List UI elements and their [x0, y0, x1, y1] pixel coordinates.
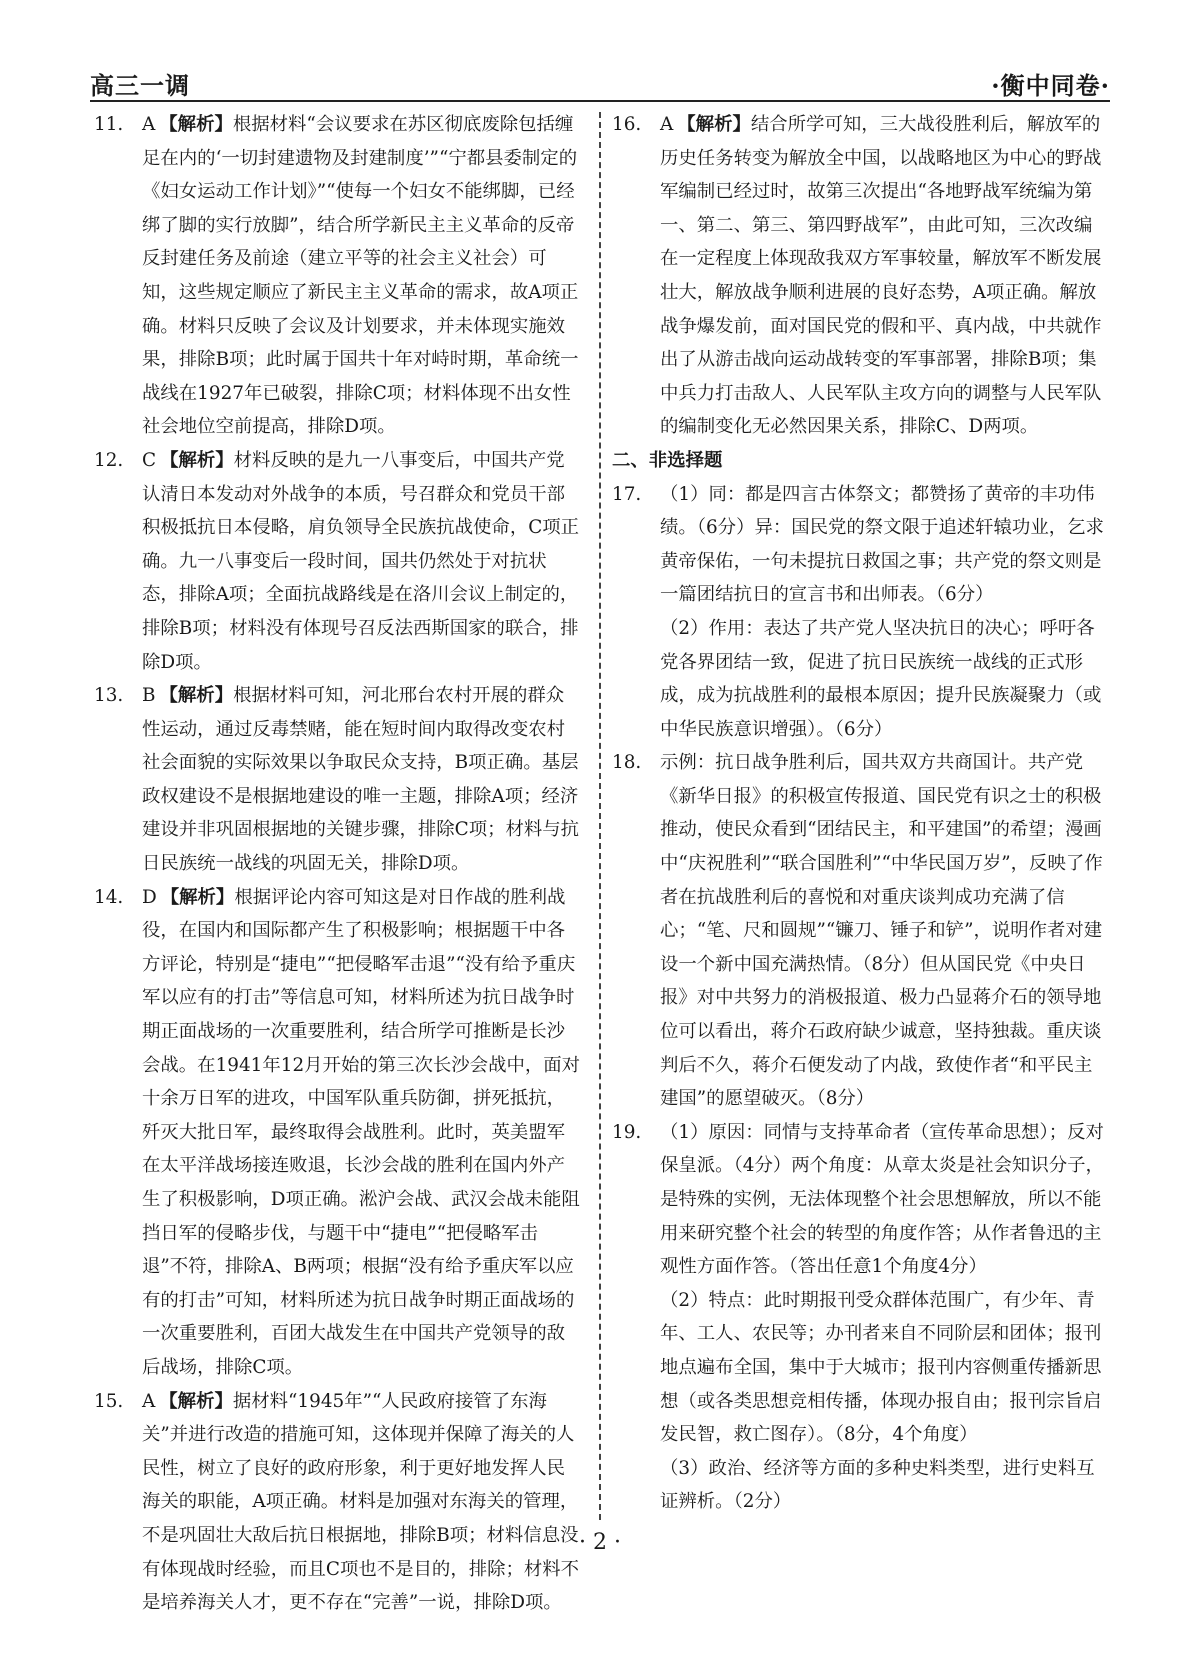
analysis-text: 结合所学可知，三大战役胜利后，解放军的历史任务转变为解放全中国，以战略地区为中心的野战军编制已经过时，故第三次提出“各地野战军统编为第一、第二、第三、第四野战军”，由此可知，三次改编在一定程度上体现敌我双方军事较量，解放军不断发展壮大，解放战争顺利进展的良好态势，A项正确。解放战争爆发前，面对国民党的假和平、真内战，中共就作出了从游击战向运动战转变的军事部署，排除B项；集中兵力打击敌人、人民军队主攻方向的调整与人民军队的编制变化无必然因果关系，排除C、D两项。 [660, 114, 1102, 438]
answer-item-18 [612, 746, 1110, 1116]
item-number: 16. [612, 114, 642, 135]
item-number: 17. [612, 483, 642, 505]
answer-part-1: （1）同：都是四言古体祭文；都赞扬了黄帝的丰功伟绩。（6分）异：国民党的祭文限于追述轩辕功业，乞求黄帝保佑，一句未提抗日救国之事；共产党的祭文则是一篇团结抗日的宣言书和出师表。（6分） [660, 483, 1104, 606]
answer-letter: A [142, 114, 156, 135]
answer-item-12 [94, 444, 582, 679]
analysis-tag: 【解析】 [160, 886, 235, 908]
item-number: 15. [94, 1390, 124, 1412]
answer-letter: B [142, 685, 156, 707]
column-divider [599, 112, 601, 1520]
answer-item-13 [94, 679, 582, 881]
item-number: 14. [94, 886, 124, 908]
answer-letter: A [142, 1390, 156, 1412]
answer-item-19-part-3: （3）政治、经济等方面的多种史料类型，进行史料互证辨析。（2分） [660, 1457, 1095, 1513]
left-column [94, 108, 582, 1620]
page-header [90, 66, 1110, 102]
answer-item-16 [612, 108, 1110, 444]
analysis-text: 据材料“1945年”“人民政府接管了东海关”并进行改造的措施可知，这体现并保障了海关的人民性，树立了良好的政府形象，利于更好地发挥人民海关的职能，A项正确。材料是加强对东海关的管理，不是巩固壮大敌后抗日根据地，排除B项；材料信息没有体现战时经验，而且C项也不是目的，排除；材料不是培养海关人才，更不存在“完善”一说，排除D项。 [142, 1390, 580, 1614]
right-column [612, 108, 1110, 1519]
analysis-text: 根据材料“会议要求在苏区彻底废除包括缠足在内的‘一切封建遗物及封建制度’”“宁都县委制定的《妇女运动工作计划》”“使每一个妇女不能绑脚，已经绑了脚的实行放脚”，结合所学新民主主义革命的反帝反封建任务及前途（建立平等的社会主义社会）可知，这些规定顺应了新民主主义革命的需求，故A项正确。材料只反映了会议及计划要求，并未体现实施效果，排除B项；此时属于国共十年对峙时期，革命统一战线在1927年已破裂，排除C项；材料体现不出女性社会地位空前提高，排除D项。 [142, 114, 579, 438]
answer-item-17-part-2: （2）作用：表达了共产党人坚决抗日的决心；呼吁各党各界团结一致，促进了抗日民族统一战线的正式形成，成为抗战胜利的最根本原因；提升民族凝聚力（或中华民族意识增强）。（6分） [660, 617, 1102, 740]
answer-item-11 [94, 108, 582, 444]
item-number: 18. [612, 752, 642, 774]
analysis-tag: 【解析】 [677, 114, 751, 135]
analysis-tag: 【解析】 [160, 449, 234, 471]
answer-letter: D [142, 886, 157, 908]
answer-item-19 [612, 1116, 1110, 1284]
answer-item-14 [94, 881, 582, 1385]
answer-text: 示例：抗日战争胜利后，国共双方共商国计。共产党《新华日报》的积极宣传报道、国民党有识之士的积极推动，使民众看到“团结民主，和平建国”的希望；漫画中“庆祝胜利”“联合国胜利”“中华民国万岁”，反映了作者在抗战胜利后的喜悦和对重庆谈判成功充满了信心；“笔、尺和圆规”“镰刀、锤子和铲”，说明作者对建设一个新中国充满热情。（8分）但从国民党《中央日报》对中共努力的消极报道、极力凸显蒋介石的领导地位可以看出，蒋介石政府缺少诚意，坚持独裁。重庆谈判后不久，蒋介石便发动了内战，致使作者“和平民主建国”的愿望破灭。（8分） [660, 752, 1103, 1110]
item-number: 13. [94, 685, 124, 707]
section-title: 二、非选择题 [612, 449, 723, 471]
answer-item-17 [612, 478, 1110, 612]
item-number: 12. [94, 449, 124, 471]
answer-letter: C [142, 449, 157, 471]
page-number: · 2 · [579, 1530, 621, 1555]
answer-letter: A [660, 114, 674, 135]
header-rule [90, 100, 1110, 102]
analysis-text: 根据评论内容可知这是对日作战的胜利战役，在国内和国际都产生了积极影响；根据题干中各方评论，特别是“捷电”“把侵略军击退”“没有给予重庆军以应有的打击”等信息可知，材料所述为抗日战争时期正面战场的一次重要胜利，结合所学可推断是长沙会战。在1941年12月开始的第三次长沙会战中，面对十余万日军的进攻，中国军队重兵防御，拼死抵抗，歼灭大批日军，最终取得会战胜利。此时，英美盟军在太平洋战场接连败退，长沙会战的胜利在国内外产生了积极影响，D项正确。淞沪会战、武汉会战未能阻挡日军的侵略步伐，与题干中“捷电”“把侵略军击退”不符，排除A、B两项；根据“没有给予重庆军以应有的打击”可知，材料所述为抗日战争时期正面战场的一次重要胜利，百团大战发生在中国共产党领导的敌后战场，排除C项。 [142, 886, 581, 1378]
answer-item-19-part-2: （2）特点：此时期报刊受众群体范围广，有少年、青年、工人、农民等；办刊者来自不同阶层和团体；报刊地点遍布全国，集中于大城市；报刊内容侧重传播新思想（或各类思想竞相传播，体现办报自由；报刊宗旨启发民智，救亡图存）。（8分，4个角度） [660, 1289, 1102, 1446]
analysis-text: 材料反映的是九一八事变后，中国共产党认清日本发动对外战争的本质，号召群众和党员干部积极抵抗日本侵略，肩负领导全民族抗战使命，C项正确。九一八事变后一段时间，国共仍然处于对抗状态，排除A项；全面抗战路线是在洛川会议上制定的，排除B项；材料没有体现号召反法西斯国家的联合，排除D项。 [142, 449, 580, 673]
answer-item-15 [94, 1385, 582, 1620]
analysis-tag: 【解析】 [159, 685, 234, 707]
header-title: 高三一调 [90, 71, 190, 100]
item-number: 11. [94, 114, 124, 135]
header-series: ·衡中同卷· [991, 71, 1110, 100]
analysis-tag: 【解析】 [159, 114, 233, 135]
analysis-tag: 【解析】 [159, 1390, 233, 1412]
item-number: 19. [612, 1121, 642, 1143]
answer-part-1: （1）原因：同情与支持革命者（宣传革命思想）；反对保皇派。（4分）两个角度：从章太炎是社会知识分子，是特殊的实例，无法体现整个社会思想解放，所以不能用来研究整个社会的转型的角度作答；从作者鲁迅的主观性方面作答。（答出任意1个角度4分） [660, 1121, 1104, 1278]
analysis-text: 根据材料可知，河北邢台农村开展的群众性运动，通过反毒禁赌，能在短时间内取得改变农村社会面貌的实际效果以争取民众支持，B项正确。基层政权建设不是根据地建设的唯一主题，排除A项；经济建设并非巩固根据地的关键步骤，排除C项；材料与抗日民族统一战线的巩固无关，排除D项。 [142, 685, 580, 875]
